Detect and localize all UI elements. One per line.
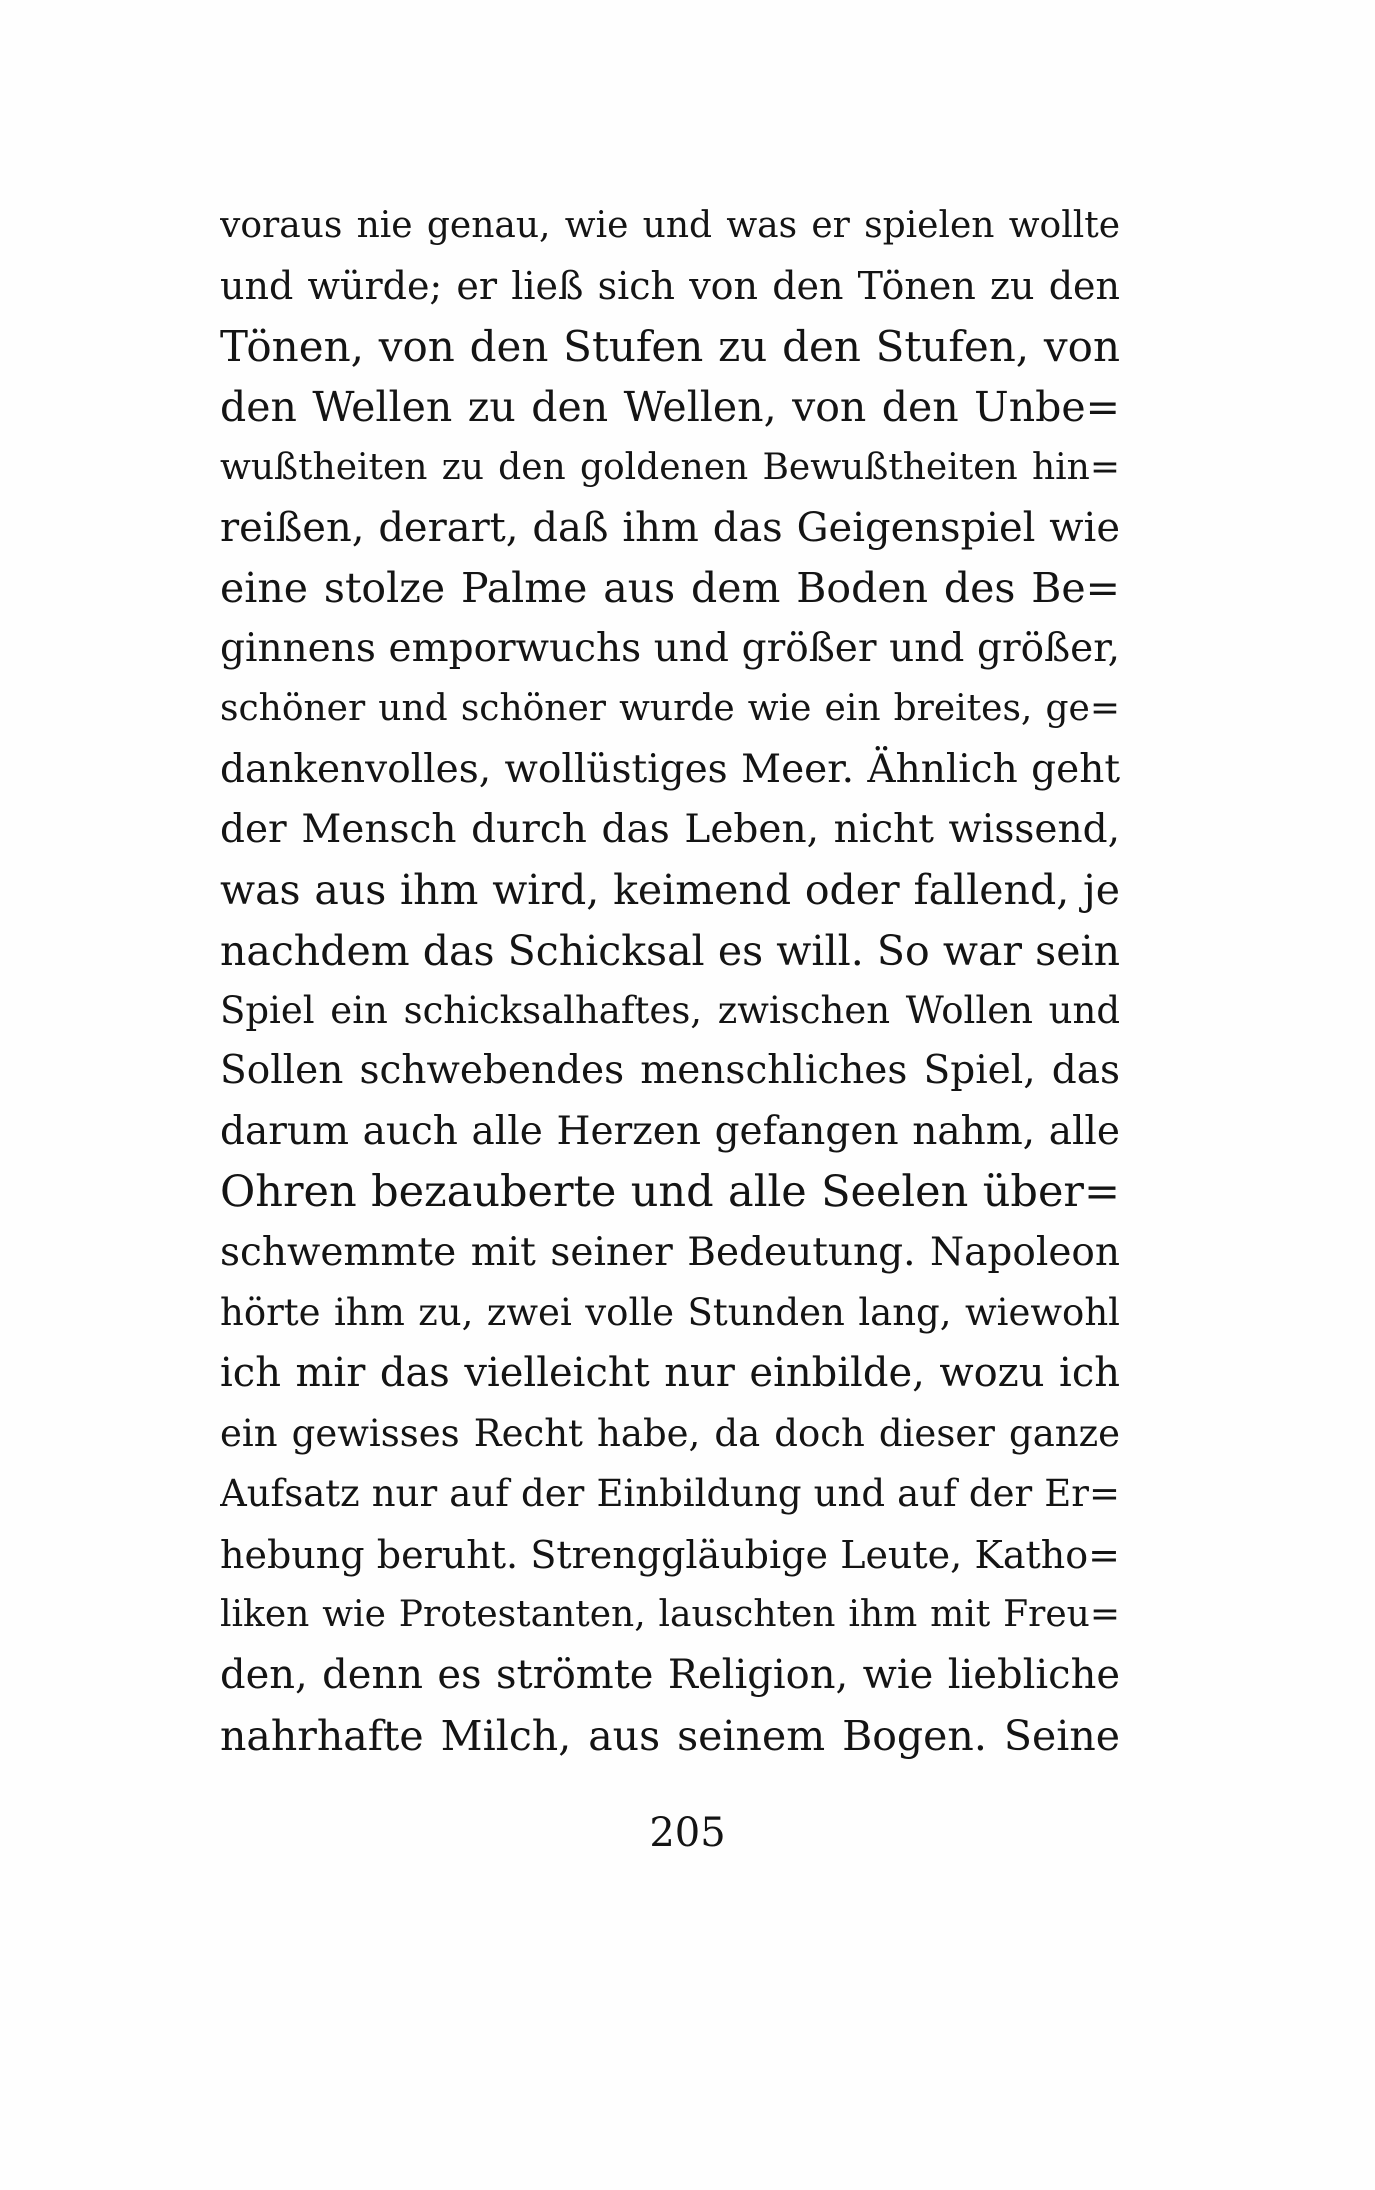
- text-line: schwemmte mit seiner Bedeutung. Napoleon: [220, 1229, 1120, 1275]
- text-line: den, denn es strömte Religion, wie liebliche: [220, 1652, 1120, 1699]
- text-line: nahrhafte Milch, aus seinem Bogen. Seine: [220, 1711, 1120, 1760]
- text-line: schöner und schöner wurde wie ein breites, ge=: [220, 688, 1120, 730]
- text-line: darum auch alle Herzen gefangen nahm, alle: [220, 1108, 1120, 1154]
- text-line: eine stolze Palme aus dem Boden des Be=: [220, 564, 1120, 613]
- text-line: Sollen schwebendes menschliches Spiel, das: [220, 1048, 1120, 1094]
- text-line: nachdem das Schicksal es will. So war sein: [220, 926, 1120, 975]
- text-line: Aufsatz nur auf der Einbildung und auf der Er=: [220, 1472, 1120, 1516]
- text-line: hebung beruht. Strenggläubige Leute, Katho=: [220, 1532, 1120, 1577]
- text-line: und würde; er ließ sich von den Tönen zu den: [220, 264, 1120, 309]
- text-line: Tönen, von den Stufen zu den Stufen, von: [220, 321, 1120, 371]
- text-line: Ohren bezauberte und alle Seelen über=: [220, 1167, 1120, 1218]
- text-line: voraus nie genau, wie und was er spielen wollte: [220, 205, 1120, 246]
- text-line: reißen, derart, daß ihm das Geigenspiel wie: [220, 504, 1120, 551]
- text-line: den Wellen zu den Wellen, von den Unbe=: [220, 383, 1120, 432]
- body-text: [220, 196, 1120, 1766]
- text-line: wußtheiten zu den goldenen Bewußtheiten hin=: [220, 446, 1120, 488]
- page-number: 205: [649, 1810, 726, 1856]
- text-line: ein gewisses Recht habe, da doch dieser ganze: [220, 1411, 1120, 1455]
- text-line: hörte ihm zu, zwei volle Stunden lang, wiewohl: [220, 1291, 1120, 1335]
- text-line: ginnens emporwuchs und größer und größer,: [220, 625, 1120, 671]
- text-line: dankenvolles, wollüstiges Meer. Ähnlich geht: [220, 746, 1120, 792]
- text-line: liken wie Protestanten, lauschten ihm mit Freu=: [220, 1593, 1120, 1635]
- text-line: ich mir das vielleicht nur einbilde, wozu ich: [220, 1350, 1120, 1397]
- text-line: Spiel ein schicksalhaftes, zwischen Wollen und: [220, 989, 1120, 1033]
- text-line: der Mensch durch das Leben, nicht wissend,: [220, 806, 1120, 852]
- text-line: was aus ihm wird, keimend oder fallend, je: [220, 866, 1120, 915]
